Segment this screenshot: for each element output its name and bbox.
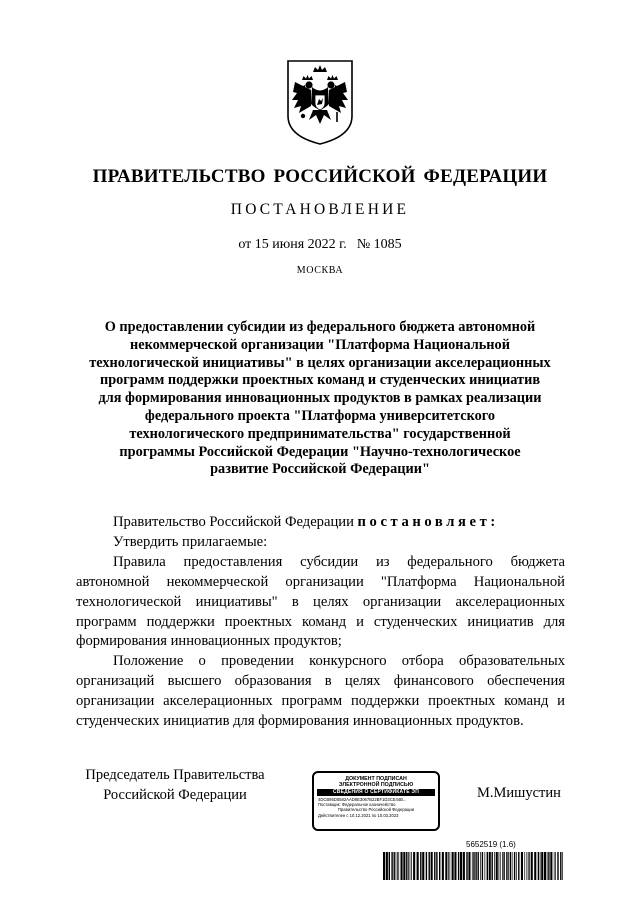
- subject-line: программ поддержки проектных команд и студенческих инициатив: [99, 372, 541, 389]
- stamp-serial: 4DCB95D0582AAD8E3067B22BF1D3CE44B...: [318, 796, 407, 802]
- subject-line: некоммерческой организации "Платформа Национальной: [130, 336, 510, 353]
- rules-paragraph: Правила предоставления субсидии из федерального бюджета автономной некоммерческой организации "Платформа Национальной технологической инициативы" в целях организации акселерационных программ поддержки проектных команд и студенческих инициатив для формирования инновационных продуктов;: [76, 553, 565, 650]
- document-date-number: [0, 237, 640, 253]
- subject-line: федерального проекта "Платформа университетского: [144, 407, 496, 424]
- subject-line: программы Российской Федерации "Научно-технологическое: [119, 443, 521, 460]
- subject-line: технологического предпринимательства" государственной: [129, 425, 511, 442]
- subject-line: технологической инициативы" в целях организации акселерационных: [89, 354, 551, 371]
- stamp-validity: Действителен с 10.12.2021 по 10.03.2023: [318, 812, 399, 818]
- subject-line: для формирования инновационных продуктов в рамках реализации: [98, 390, 542, 407]
- stamp-title-line: ЭЛЕКТРОННОЙ ПОДПИСЬЮ: [338, 782, 414, 788]
- approve-paragraph: Утвердить прилагаемые:: [113, 533, 268, 550]
- document-subject: [70, 319, 570, 479]
- electronic-signature-stamp: [312, 771, 440, 831]
- document-city: МОСКВА: [296, 265, 344, 276]
- stamp-title-line: ДОКУМЕНТ ПОДПИСАН: [345, 776, 407, 782]
- government-title: ПРАВИТЕЛЬСТВО РОССИЙСКОЙ ФЕДЕРАЦИИ: [92, 166, 548, 187]
- signatory-name: М.Мишустин: [477, 785, 561, 801]
- decree-intro: Правительство Российской Федерации: [113, 514, 358, 530]
- coat-of-arms-emblem: [285, 58, 355, 146]
- signatory-position: [70, 766, 280, 805]
- subject-line: О предоставлении субсидии из федерального бюджета автономной: [104, 319, 536, 335]
- document-date: от 15 июня 2022 г.: [238, 237, 347, 252]
- decree-paragraph: [76, 513, 565, 533]
- signatory-position-line: Российской Федерации: [103, 786, 247, 803]
- barcode-number: 5652519 (1.6): [466, 840, 516, 849]
- stamp-certificate-banner: СВЕДЕНИЯ О СЕРТИФИКАТЕ ЭП: [317, 789, 435, 796]
- stamp-supplier: Поставщик: Федеральное казначейство: [318, 801, 396, 807]
- document-type: ПОСТАНОВЛЕНИЕ: [230, 201, 410, 218]
- document-body: [76, 513, 565, 732]
- decree-word: постановляет:: [357, 514, 499, 530]
- stamp-owner: Правительство Российской Федерации: [337, 807, 415, 813]
- document-number: № 1085: [356, 237, 402, 252]
- subject-line: развитие Российской Федерации": [210, 461, 430, 478]
- regulation-paragraph: Положение о проведении конкурсного отбора образовательных организаций высшего образования в целях финансового обеспечения организации акселерационных программ поддержки проектных команд и студенческих инициатив для формирования инновационных продуктов.: [76, 653, 565, 730]
- barcode: [383, 852, 563, 880]
- signatory-position-line: Председатель Правительства: [85, 767, 265, 783]
